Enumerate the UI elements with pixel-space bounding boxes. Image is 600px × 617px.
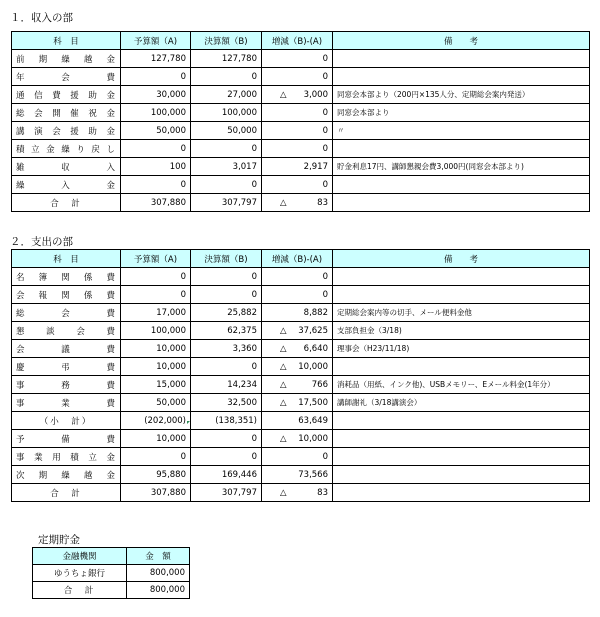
diff-cell [262,50,333,68]
table-row [33,565,190,582]
item-cell: 積立金繰り戻し [12,140,121,158]
budget-cell: 10,000 [121,430,191,448]
note-cell: 貯金利息17円、講師懇親会費3,000円(同窓会本部より) [333,158,590,176]
table-row [12,412,590,430]
budget-cell: 0 [121,268,191,286]
budget-cell: 0 [121,68,191,86]
budget-cell: 0 [121,286,191,304]
header-diff: 増減（B)-(A) [262,250,333,268]
expense-header-row [12,250,590,268]
diff-cell [262,268,333,286]
amount-cell: 800,000 [127,582,190,599]
item-cell: 総会費 [12,304,121,322]
table-row [12,358,590,376]
income-table [11,31,590,212]
table-row [12,140,590,158]
budget-cell: 100 [121,158,191,176]
budget-cell: 30,000 [121,86,191,104]
diff-cell [262,358,333,376]
note-cell: 〃 [333,122,590,140]
diff-value: 83 [317,487,328,498]
note-cell [333,484,590,502]
table-row [12,286,590,304]
item-cell: 総会開催祝金 [12,104,121,122]
note-cell: 講師謝礼（3/18講演会） [333,394,590,412]
note-cell [333,430,590,448]
table-row [12,394,590,412]
table-row [12,340,590,358]
note-cell: 同窓会本部より（200円×135人分、定期総会案内発送） [333,86,590,104]
actual-cell: 0 [191,430,262,448]
diff-value: 6,640 [303,343,328,354]
header-item: 科 目 [12,32,121,50]
note-cell: 理事会（H23/11/18) [333,340,590,358]
negative-mark: △ [280,397,287,408]
diff-value: 0 [322,53,328,64]
table-row [12,376,590,394]
actual-cell: 3,360 [191,340,262,358]
table-row [12,466,590,484]
negative-mark: △ [280,487,287,498]
diff-cell [262,448,333,466]
table-row [12,122,590,140]
budget-cell: 0 [121,448,191,466]
note-cell: 定期総会案内等の切手、メール便料金他 [333,304,590,322]
diff-cell [262,304,333,322]
header-actual: 決算額（B) [191,250,262,268]
negative-mark: △ [280,89,287,100]
actual-cell: 0 [191,358,262,376]
budget-cell: (202,000) [121,412,191,430]
item-cell: 会報関係費 [12,286,121,304]
diff-value: 0 [322,451,328,462]
savings-header-row [33,548,190,565]
diff-cell [262,68,333,86]
diff-cell [262,86,333,104]
diff-value: 0 [322,107,328,118]
negative-mark: △ [280,197,287,208]
note-cell: 支部負担金（3/18) [333,322,590,340]
budget-cell: 307,880 [121,194,191,212]
diff-cell [262,322,333,340]
budget-cell: 100,000 [121,104,191,122]
expense-rows [12,268,590,502]
actual-cell: 32,500 [191,394,262,412]
diff-value: 17,500 [298,397,328,408]
item-cell: 予備費 [12,430,121,448]
note-cell [333,68,590,86]
note-cell [333,50,590,68]
item-cell: 慶弔費 [12,358,121,376]
diff-value: 0 [322,125,328,136]
diff-cell [262,122,333,140]
actual-cell: 169,446 [191,466,262,484]
actual-cell: 62,375 [191,322,262,340]
total-label: 合 計 [12,194,121,212]
item-cell: 事務費 [12,376,121,394]
note-cell [333,358,590,376]
diff-value: 0 [322,71,328,82]
item-cell: 通信費援助金 [12,86,121,104]
item-cell: （小 計） [12,412,121,430]
item-cell: 雑収入 [12,158,121,176]
actual-cell: 307,797 [191,484,262,502]
header-bank: 金融機関 [33,548,127,565]
table-row [12,86,590,104]
budget-cell: 50,000 [121,122,191,140]
header-budget: 予算額（A) [121,32,191,50]
actual-cell: 50,000 [191,122,262,140]
total-label: 合 計 [12,484,121,502]
savings-section-title: 定期貯金 [38,534,80,546]
savings-table [32,547,190,599]
diff-value: 73,566 [298,469,328,480]
actual-cell: 0 [191,140,262,158]
actual-cell: 0 [191,176,262,194]
item-cell: 事業費 [12,394,121,412]
actual-cell: 14,234 [191,376,262,394]
income-header-row [12,32,590,50]
diff-cell [262,466,333,484]
negative-mark: △ [280,379,287,390]
diff-value: 10,000 [298,433,328,444]
item-cell: 会議費 [12,340,121,358]
actual-cell: 0 [191,68,262,86]
negative-mark: △ [280,343,287,354]
diff-value: 2,917 [303,161,328,172]
note-cell [333,448,590,466]
actual-cell: 0 [191,448,262,466]
note-cell [333,412,590,430]
diff-value: 37,625 [298,325,328,336]
actual-cell: 25,882 [191,304,262,322]
actual-cell: 27,000 [191,86,262,104]
table-row [12,268,590,286]
bank-cell: ゆうちょ銀行 [33,565,127,582]
table-row [12,158,590,176]
diff-value: 83 [317,197,328,208]
actual-cell: 307,797 [191,194,262,212]
actual-cell: (138,351) [191,412,262,430]
diff-cell [262,484,333,502]
budget-cell: 0 [121,176,191,194]
note-cell [333,140,590,158]
diff-cell [262,412,333,430]
table-row [12,304,590,322]
table-row [12,448,590,466]
table-row [12,430,590,448]
budget-cell: 10,000 [121,358,191,376]
actual-cell: 0 [191,286,262,304]
item-cell: 事業用積立金 [12,448,121,466]
expense-table [11,249,590,502]
note-cell [333,194,590,212]
budget-cell: 0 [121,140,191,158]
diff-cell [262,430,333,448]
diff-cell [262,340,333,358]
header-budget: 予算額（A) [121,250,191,268]
actual-cell: 100,000 [191,104,262,122]
diff-value: 0 [322,143,328,154]
table-row [12,104,590,122]
item-cell: 年会費 [12,68,121,86]
income-section-title: １．収入の部 [10,12,73,24]
comment-marker [187,421,190,424]
savings-rows [33,565,190,599]
actual-cell: 0 [191,268,262,286]
header-diff: 増減（B)-(A) [262,32,333,50]
diff-value: 8,882 [303,307,328,318]
budget-cell: 127,780 [121,50,191,68]
diff-cell [262,158,333,176]
header-item: 科 目 [12,250,121,268]
budget-cell: 17,000 [121,304,191,322]
diff-cell [262,394,333,412]
item-cell: 講演会援助金 [12,122,121,140]
budget-cell: 15,000 [121,376,191,394]
note-cell [333,176,590,194]
income-rows [12,50,590,212]
total-label: 合 計 [33,582,127,599]
diff-value: 63,649 [298,415,328,426]
table-row [12,68,590,86]
note-cell [333,466,590,484]
header-amount: 金 額 [127,548,190,565]
diff-value: 0 [322,179,328,190]
header-note: 備 考 [333,250,590,268]
item-cell: 次期繰越金 [12,466,121,484]
item-cell: 繰入金 [12,176,121,194]
table-row [12,50,590,68]
total-row [33,582,190,599]
amount-cell: 800,000 [127,565,190,582]
actual-cell: 127,780 [191,50,262,68]
diff-cell [262,104,333,122]
note-cell [333,286,590,304]
header-note: 備 考 [333,32,590,50]
diff-value: 0 [322,289,328,300]
diff-value: 766 [311,379,328,390]
note-cell: 同窓会本部より [333,104,590,122]
diff-cell [262,376,333,394]
diff-value: 3,000 [303,89,328,100]
total-row [12,194,590,212]
budget-cell: 50,000 [121,394,191,412]
diff-cell [262,176,333,194]
negative-mark: △ [280,325,287,336]
expense-section-title: ２．支出の部 [10,236,73,248]
table-row [12,322,590,340]
item-cell: 懇談会費 [12,322,121,340]
diff-value: 10,000 [298,361,328,372]
note-cell: 消耗品（用紙、インク他)、USBメモリー、Eメール料金(1年分） [333,376,590,394]
diff-value: 0 [322,271,328,282]
budget-cell: 307,880 [121,484,191,502]
total-row [12,484,590,502]
budget-cell: 100,000 [121,322,191,340]
budget-cell: 10,000 [121,340,191,358]
note-cell [333,268,590,286]
negative-mark: △ [280,361,287,372]
actual-cell: 3,017 [191,158,262,176]
diff-cell [262,140,333,158]
diff-cell [262,194,333,212]
header-actual: 決算額（B) [191,32,262,50]
table-row [12,176,590,194]
item-cell: 前期繰越金 [12,50,121,68]
item-cell: 名簿関係費 [12,268,121,286]
diff-cell [262,286,333,304]
budget-cell: 95,880 [121,466,191,484]
negative-mark: △ [280,433,287,444]
